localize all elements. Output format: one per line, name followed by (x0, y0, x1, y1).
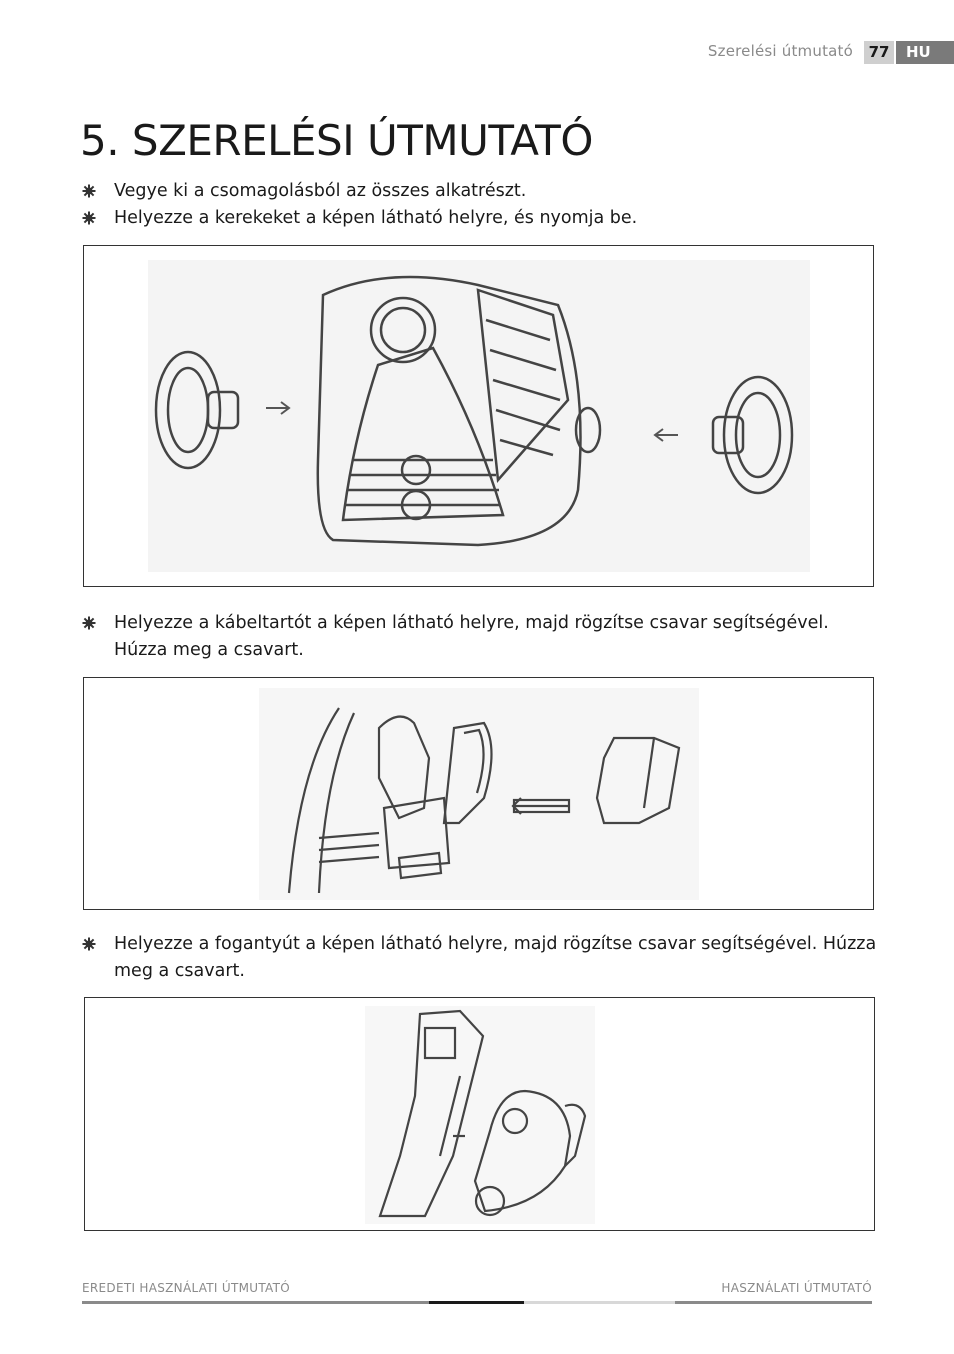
footer-right-label: HASZNÁLATI ÚTMUTATÓ (721, 1281, 872, 1295)
bullet-icon (82, 184, 96, 198)
cable-holder-illustration (259, 688, 699, 900)
list-item-text: Helyezze a kábeltartót a képen látható helyre, majd rögzítse csavar segítségével. Húzza meg a csavart. (114, 613, 829, 660)
page-number: 77 (864, 41, 894, 64)
wheels-illustration (148, 260, 810, 572)
list-item-text: Vegye ki a csomagolásból az összes alkatrészt. (114, 181, 527, 201)
list-item-text: Helyezze a kerekeket a képen látható helyre, és nyomja be. (114, 208, 638, 228)
footer-left-label: EREDETI HASZNÁLATI ÚTMUTATÓ (82, 1281, 290, 1295)
bullet-icon (82, 937, 96, 951)
bullet-icon (82, 616, 96, 630)
bullet-icon (82, 211, 96, 225)
figure-cable-holder (83, 677, 874, 910)
footer-bar-segment (429, 1301, 524, 1304)
footer-bar-segment (675, 1301, 872, 1304)
figure-wheels (83, 245, 874, 587)
figure-handle (84, 997, 875, 1231)
list-item (82, 931, 882, 985)
list-item-text: Helyezze a fogantyút a képen látható helyre, majd rögzítse csavar segítségével. Húzza meg a csavart. (114, 934, 877, 981)
list-item (82, 610, 882, 664)
list-item (82, 178, 882, 205)
header-section-title: Szerelési útmutató (707, 42, 853, 60)
page-title: 5. SZERELÉSI ÚTMUTATÓ (80, 116, 593, 165)
footer-bar-segment (82, 1301, 429, 1304)
handle-illustration (365, 1006, 595, 1224)
language-badge: HU (896, 41, 954, 64)
footer-bar-segment (524, 1301, 675, 1304)
list-item (82, 205, 882, 232)
